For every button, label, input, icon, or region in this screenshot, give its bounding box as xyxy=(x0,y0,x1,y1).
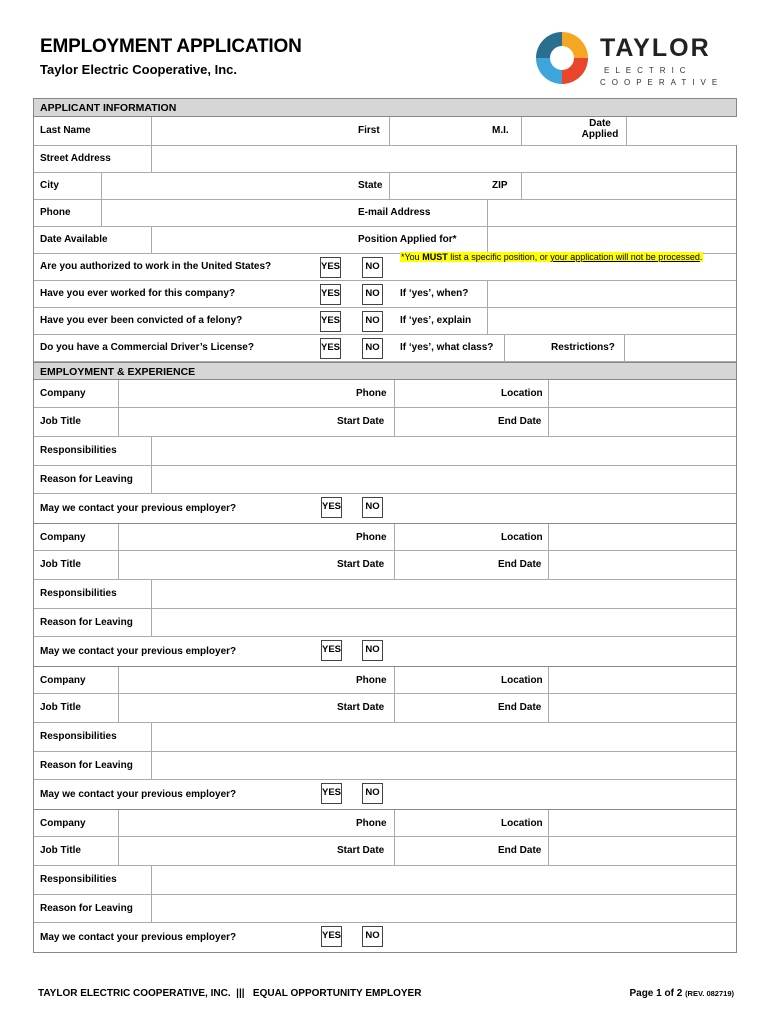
job-title-row xyxy=(34,694,736,723)
state-label: State xyxy=(358,180,383,192)
worked-before-question: Have you ever worked for this company? xyxy=(40,288,236,300)
responsibilities-field[interactable] xyxy=(151,723,736,751)
state-field[interactable] xyxy=(389,173,489,199)
logo-electric: ELECTRIC xyxy=(604,66,692,75)
work-auth-yes-checkbox[interactable]: YES xyxy=(320,257,341,278)
start-date-label: Start Date xyxy=(337,702,385,714)
employment-entry xyxy=(34,809,736,952)
cdl-row xyxy=(34,335,736,362)
cdl-yes-checkbox[interactable]: YES xyxy=(320,338,341,359)
contact-no-checkbox[interactable]: NO xyxy=(362,926,383,947)
first-name-field[interactable] xyxy=(389,117,489,145)
employer-phone-label: Phone xyxy=(356,674,387,686)
reason-label: Reason for Leaving xyxy=(40,903,133,915)
company-field[interactable] xyxy=(118,524,314,550)
work-auth-question: Are you authorized to work in the United States? xyxy=(40,261,272,273)
company-field[interactable] xyxy=(118,810,314,836)
form-title: EMPLOYMENT APPLICATION xyxy=(40,36,302,57)
felony-explain-label: If ‘yes’, explain xyxy=(400,315,472,327)
contact-question: May we contact your previous employer? xyxy=(40,788,237,800)
cdl-class-field[interactable] xyxy=(504,335,544,361)
end-date-label: End Date xyxy=(498,559,542,571)
city-label: City xyxy=(40,180,59,192)
start-date-label: Start Date xyxy=(337,559,385,571)
reason-label: Reason for Leaving xyxy=(40,760,133,772)
job-title-label: Job Title xyxy=(40,702,81,714)
reason-label: Reason for Leaving xyxy=(40,474,133,486)
job-title-field[interactable] xyxy=(118,694,314,722)
location-field[interactable] xyxy=(548,810,736,836)
restrictions-label: Restrictions? xyxy=(551,342,615,354)
end-date-field[interactable] xyxy=(548,551,736,579)
responsibilities-field[interactable] xyxy=(151,580,736,608)
footer-page: Page 1 of 2 (REV. 082719) xyxy=(629,988,734,999)
company-row xyxy=(34,666,736,694)
mi-label: M.I. xyxy=(492,124,509,136)
phone-field[interactable] xyxy=(101,200,351,226)
job-title-label: Job Title xyxy=(40,845,81,857)
date-applied-label: Date Applied xyxy=(581,118,619,140)
reason-row xyxy=(34,609,736,637)
end-date-field[interactable] xyxy=(548,837,736,865)
first-name-label: First xyxy=(358,124,380,136)
contact-row xyxy=(34,637,736,666)
cdl-no-checkbox[interactable]: NO xyxy=(362,338,383,359)
employment-entry xyxy=(34,523,736,666)
company-label: Company xyxy=(40,531,86,543)
reason-field[interactable] xyxy=(151,609,736,636)
reason-field[interactable] xyxy=(151,895,736,922)
start-date-field[interactable] xyxy=(394,551,494,579)
name-row xyxy=(34,117,736,146)
company-field[interactable] xyxy=(118,667,314,693)
employment-entry xyxy=(34,380,736,523)
footer-company: TAYLOR ELECTRIC COOPERATIVE, INC. ||| EQUAL OPPORTUNITY EMPLOYER xyxy=(38,988,422,999)
last-name-field[interactable] xyxy=(151,117,351,145)
end-date-label: End Date xyxy=(498,702,542,714)
employer-phone-field[interactable] xyxy=(394,810,494,836)
street-field[interactable] xyxy=(151,146,736,172)
location-label: Location xyxy=(501,531,543,543)
position-required-note: *You MUST list a specific position, or your application will not be processed. xyxy=(401,252,703,262)
zip-field[interactable] xyxy=(521,173,736,199)
job-title-label: Job Title xyxy=(40,559,81,571)
work-auth-row xyxy=(34,254,736,281)
worked-before-yes-checkbox[interactable]: YES xyxy=(320,284,341,305)
logo-wordmark: TAYLOR xyxy=(600,34,711,62)
contact-yes-checkbox[interactable]: YES xyxy=(321,497,342,518)
last-name-label: Last Name xyxy=(40,124,91,136)
contact-no-checkbox[interactable]: NO xyxy=(362,640,383,661)
city-row xyxy=(34,173,736,200)
zip-label: ZIP xyxy=(492,180,508,192)
contact-yes-checkbox[interactable]: YES xyxy=(321,926,342,947)
job-title-field[interactable] xyxy=(118,837,314,865)
date-available-label: Date Available xyxy=(40,234,108,246)
contact-question: May we contact your previous employer? xyxy=(40,931,237,943)
company-name: Taylor Electric Cooperative, Inc. xyxy=(40,62,237,77)
work-auth-no-checkbox[interactable]: NO xyxy=(362,257,383,278)
company-label: Company xyxy=(40,817,86,829)
contact-yes-checkbox[interactable]: YES xyxy=(321,640,342,661)
contact-row xyxy=(34,780,736,809)
worked-when-field[interactable] xyxy=(487,281,736,307)
company-field[interactable] xyxy=(118,380,314,407)
cdl-class-label: If ‘yes’, what class? xyxy=(400,342,494,354)
job-title-row xyxy=(34,408,736,437)
employment-entries xyxy=(34,380,736,952)
company-row xyxy=(34,523,736,551)
location-label: Location xyxy=(501,388,543,400)
contact-question: May we contact your previous employer? xyxy=(40,645,237,657)
employer-phone-label: Phone xyxy=(356,817,387,829)
worked-when-label: If ‘yes’, when? xyxy=(400,288,469,300)
job-title-row xyxy=(34,551,736,580)
start-date-field[interactable] xyxy=(394,837,494,865)
email-field[interactable] xyxy=(487,200,736,226)
contact-yes-checkbox[interactable]: YES xyxy=(321,783,342,804)
contact-no-checkbox[interactable]: NO xyxy=(362,783,383,804)
felony-explain-field[interactable] xyxy=(487,308,736,334)
end-date-label: End Date xyxy=(498,416,542,428)
end-date-field[interactable] xyxy=(548,694,736,722)
felony-row xyxy=(34,308,736,335)
restrictions-field[interactable] xyxy=(624,335,736,361)
phone-row xyxy=(34,200,736,227)
logo-cooperative: COOPERATIVE xyxy=(600,78,724,87)
reason-label: Reason for Leaving xyxy=(40,617,133,629)
employment-entry xyxy=(34,666,736,809)
city-field[interactable] xyxy=(101,173,351,199)
mi-field[interactable] xyxy=(521,117,548,145)
company-label: Company xyxy=(40,388,86,400)
contact-row xyxy=(34,923,736,952)
company-logo xyxy=(532,26,742,92)
job-title-field[interactable] xyxy=(118,551,314,579)
start-date-label: Start Date xyxy=(337,845,385,857)
availability-row xyxy=(34,227,736,254)
job-title-field[interactable] xyxy=(118,408,314,436)
responsibilities-label: Responsibilities xyxy=(40,874,117,886)
date-available-field[interactable] xyxy=(151,227,351,253)
responsibilities-row xyxy=(34,866,736,895)
start-date-field[interactable] xyxy=(394,694,494,722)
street-label: Street Address xyxy=(40,153,111,165)
responsibilities-row xyxy=(34,437,736,466)
location-field[interactable] xyxy=(548,667,736,693)
felony-question: Have you ever been convicted of a felony? xyxy=(40,315,243,327)
responsibilities-label: Responsibilities xyxy=(40,445,117,457)
company-row xyxy=(34,380,736,408)
street-row xyxy=(34,146,736,173)
employer-phone-field[interactable] xyxy=(394,380,494,407)
responsibilities-field[interactable] xyxy=(151,437,736,465)
location-field[interactable] xyxy=(548,524,736,550)
logo-swirl-icon xyxy=(532,28,592,88)
position-label: Position Applied for* xyxy=(358,234,457,246)
employer-phone-field[interactable] xyxy=(394,524,494,550)
reason-field[interactable] xyxy=(151,752,736,779)
contact-no-checkbox[interactable]: NO xyxy=(362,497,383,518)
responsibilities-field[interactable] xyxy=(151,866,736,894)
contact-question: May we contact your previous employer? xyxy=(40,502,237,514)
employer-phone-label: Phone xyxy=(356,388,387,400)
reason-row xyxy=(34,752,736,780)
felony-yes-checkbox[interactable]: YES xyxy=(320,311,341,332)
start-date-label: Start Date xyxy=(337,416,385,428)
responsibilities-label: Responsibilities xyxy=(40,731,117,743)
job-title-label: Job Title xyxy=(40,416,81,428)
application-form xyxy=(33,98,737,953)
location-label: Location xyxy=(501,817,543,829)
employment-section-header: EMPLOYMENT & EXPERIENCE xyxy=(34,362,736,380)
responsibilities-label: Responsibilities xyxy=(40,588,117,600)
responsibilities-row xyxy=(34,580,736,609)
end-date-label: End Date xyxy=(498,845,542,857)
job-title-row xyxy=(34,837,736,866)
cdl-question: Do you have a Commercial Driver’s License? xyxy=(40,342,254,354)
applicant-section-header: APPLICANT INFORMATION xyxy=(34,99,736,117)
location-label: Location xyxy=(501,674,543,686)
date-applied-field[interactable] xyxy=(626,117,737,145)
reason-row xyxy=(34,466,736,494)
responsibilities-row xyxy=(34,723,736,752)
company-row xyxy=(34,809,736,837)
worked-before-no-checkbox[interactable]: NO xyxy=(362,284,383,305)
employer-phone-label: Phone xyxy=(356,531,387,543)
contact-row xyxy=(34,494,736,523)
worked-before-row xyxy=(34,281,736,308)
location-field[interactable] xyxy=(548,380,736,407)
reason-row xyxy=(34,895,736,923)
position-field[interactable] xyxy=(487,227,736,253)
start-date-field[interactable] xyxy=(394,408,494,436)
employer-phone-field[interactable] xyxy=(394,667,494,693)
company-label: Company xyxy=(40,674,86,686)
felony-no-checkbox[interactable]: NO xyxy=(362,311,383,332)
email-label: E-mail Address xyxy=(358,207,431,219)
phone-label: Phone xyxy=(40,207,71,219)
end-date-field[interactable] xyxy=(548,408,736,436)
reason-field[interactable] xyxy=(151,466,736,493)
